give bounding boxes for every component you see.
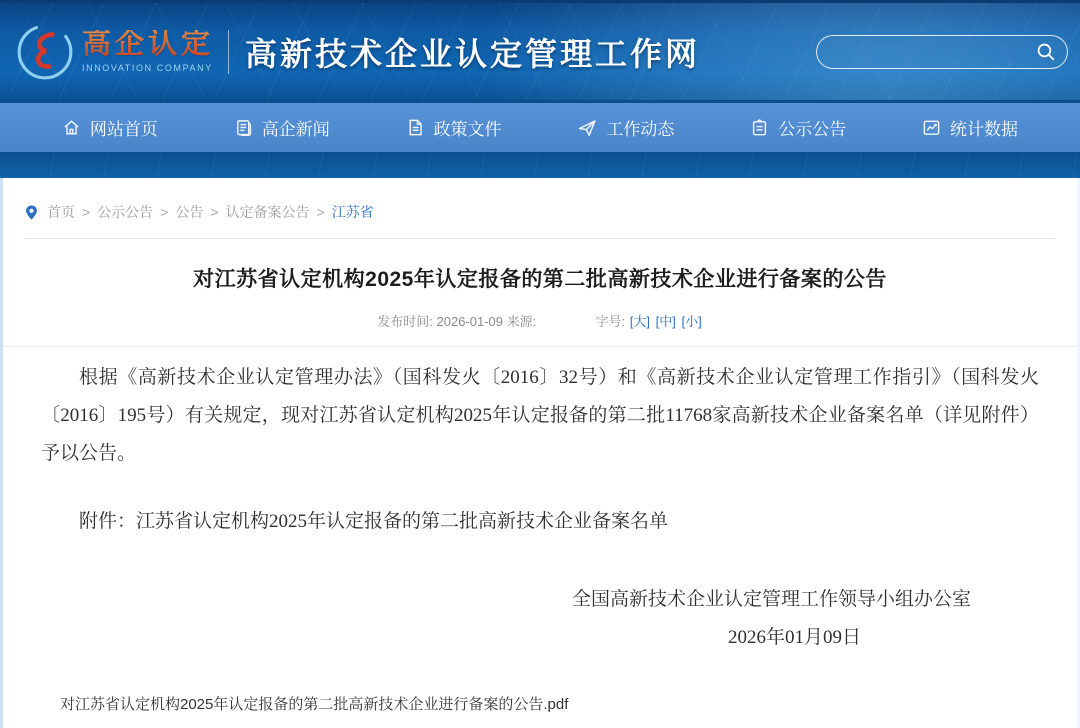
nav-item-label: 高企新闻 bbox=[261, 120, 330, 139]
publish-time-label: 发布时间: bbox=[377, 314, 433, 329]
site-title: 高新技术企业认定管理工作网 bbox=[245, 35, 701, 72]
breadcrumb-separator: > bbox=[82, 204, 91, 220]
logo-swirl-icon bbox=[14, 21, 76, 83]
nav-item-label: 政策文件 bbox=[433, 120, 502, 139]
search-box bbox=[816, 35, 1068, 69]
logo-text: 高企认定 bbox=[82, 28, 215, 60]
fontsize-small-button[interactable]: [小] bbox=[681, 314, 702, 329]
home-icon bbox=[62, 118, 81, 137]
breadcrumb bbox=[3, 178, 1077, 234]
site-logo[interactable] bbox=[14, 21, 214, 83]
header-divider bbox=[228, 30, 229, 74]
breadcrumb-item-filing[interactable]: 认定备案公告 bbox=[225, 204, 310, 220]
clipboard-icon bbox=[750, 118, 769, 137]
nav-item-updates[interactable] bbox=[567, 103, 684, 152]
article-paragraph: 根据《高新技术企业认定管理办法》（国科发火〔2016〕32号）和《高新技术企业认定管理工作指引》（国科发火〔2016〕195号）有关规定，现对江苏省认定机构2025年认定报备的第二批11768家高新技术企业备案名单（详见附件）予以公告。 bbox=[41, 367, 1039, 464]
nav-band bbox=[0, 152, 1080, 178]
nav-item-policy[interactable] bbox=[396, 103, 512, 152]
attachment-pdf-link[interactable]: 对江苏省认定机构2025年认定报备的第二批高新技术企业进行备案的公告.pdf bbox=[60, 696, 569, 713]
breadcrumb-separator: > bbox=[210, 204, 219, 220]
fontsize-label: 字号: bbox=[595, 314, 626, 329]
site-header bbox=[0, 0, 1080, 103]
chart-icon bbox=[922, 118, 941, 137]
article-title: 对江苏省认定机构2025年认定报备的第二批高新技术企业进行备案的公告 bbox=[193, 268, 887, 291]
breadcrumb-current-province[interactable]: 江苏省 bbox=[331, 204, 374, 220]
nav-item-label: 工作动态 bbox=[606, 120, 675, 139]
publish-time-value: 2026-01-09 bbox=[436, 314, 504, 329]
fontsize-medium-button[interactable]: [中] bbox=[655, 314, 676, 329]
main-nav bbox=[0, 103, 1080, 152]
search-input[interactable] bbox=[833, 44, 1035, 60]
content-area bbox=[0, 178, 1080, 728]
breadcrumb-separator: > bbox=[316, 204, 325, 220]
breadcrumb-separator: > bbox=[160, 204, 169, 220]
article-meta bbox=[43, 311, 1037, 330]
logo-subtext: INNOVATION COMPANY bbox=[82, 63, 213, 73]
nav-item-home[interactable] bbox=[52, 103, 168, 152]
nav-item-label: 统计数据 bbox=[950, 120, 1019, 139]
nav-item-label: 公示公告 bbox=[778, 120, 847, 139]
signature-date: 2026年01月09日 bbox=[727, 627, 861, 648]
search-icon[interactable] bbox=[1035, 41, 1057, 63]
breadcrumb-item-notice[interactable]: 公告 bbox=[175, 204, 204, 220]
fontsize-large-button[interactable]: [大] bbox=[629, 314, 650, 329]
location-pin-icon bbox=[23, 204, 40, 221]
news-icon bbox=[234, 118, 253, 137]
article-body bbox=[3, 347, 1077, 657]
source-label: 来源: bbox=[506, 314, 537, 329]
nav-item-label: 网站首页 bbox=[89, 120, 158, 139]
signature-office: 全国高新技术企业认定管理工作领导小组办公室 bbox=[571, 589, 971, 610]
attachment-label-line: 附件：江苏省认定机构2025年认定报备的第二批高新技术企业备案名单 bbox=[79, 511, 669, 532]
breadcrumb-item-announcements[interactable]: 公示公告 bbox=[97, 204, 154, 220]
document-icon bbox=[406, 118, 425, 137]
paper-plane-icon bbox=[577, 118, 597, 138]
article-header bbox=[3, 239, 1077, 347]
nav-item-news[interactable] bbox=[224, 103, 340, 152]
nav-item-announcements[interactable] bbox=[740, 103, 856, 152]
nav-item-statistics[interactable] bbox=[912, 103, 1028, 152]
breadcrumb-item-home[interactable]: 首页 bbox=[47, 204, 75, 220]
